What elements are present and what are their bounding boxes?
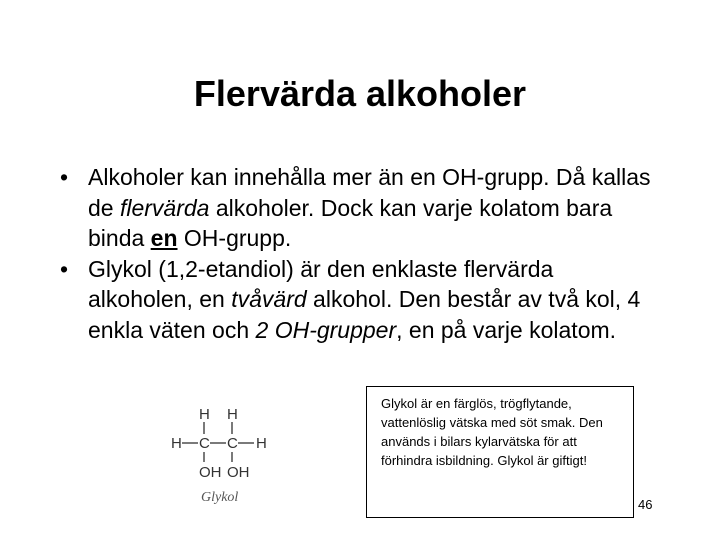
glycol-structure-diagram [168, 402, 278, 508]
bullet-text: alkoholer. Dock kan varje kolatom bara binda [88, 194, 613, 251]
emphasis-text: flervärda [119, 194, 210, 221]
emphasis-text: 2 OH-grupper [255, 316, 397, 343]
bullet-item-1 [60, 162, 660, 254]
bullet-dot-icon: • [60, 164, 69, 190]
bullet-text: Glykol (1,2-etandiol) är den enklaste flervärda alkoholen, en [88, 255, 554, 312]
atom-h-top-right: H [227, 406, 238, 423]
atom-c-left: C [199, 435, 210, 452]
info-note-box: Glykol är en färglös, trögflytande, vattenlöslig vätska med söt smak. Den används i bilars kylarvätska för att förhindra isbildning. Glykol är giftigt! [366, 386, 634, 518]
atom-c-right: C [227, 435, 238, 452]
underlined-text: en [150, 225, 178, 251]
bullet-dot-icon: • [60, 255, 69, 282]
emphasis-text: tvåvärd [231, 286, 307, 312]
atom-h-top-left: H [199, 406, 210, 423]
bullet-text: alkohol. Den består av två kol, 4 enkla väten och [88, 286, 641, 343]
bullet-list [60, 162, 660, 345]
bullet-item-2 [60, 254, 660, 346]
bullet-text: , en på varje kolatom. [396, 316, 617, 343]
slide-title: Flervärda alkoholer [193, 73, 527, 114]
atom-oh-right: OH [227, 464, 250, 481]
molecule-caption: Glykol [201, 490, 239, 505]
atom-h-right: H [256, 435, 267, 452]
page-number: 46 [638, 497, 653, 512]
atom-h-left: H [171, 435, 182, 452]
glycol-structure-svg [168, 402, 278, 508]
bullet-text: Alkoholer kan innehålla mer än en OH-grupp. Då kallas de [88, 164, 651, 221]
bullet-text: OH-grupp. [177, 225, 292, 251]
atom-oh-left: OH [199, 464, 222, 481]
